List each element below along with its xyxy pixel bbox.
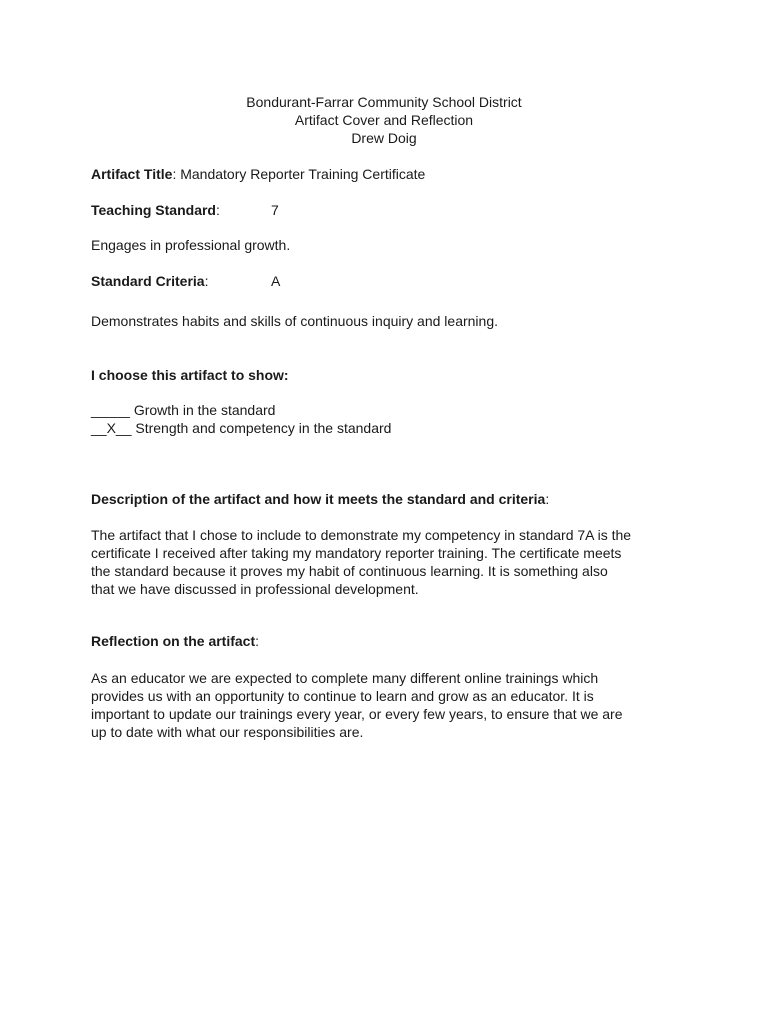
reflection-line: provides us with an opportunity to continue to learn and grow as an educator. It is xyxy=(91,688,594,704)
description-heading-colon: : xyxy=(545,491,550,507)
teaching-standard-colon: : xyxy=(215,202,220,218)
description-heading-line xyxy=(91,490,549,508)
standard-criteria-label: Standard Criteria xyxy=(91,273,205,289)
district-name: Bondurant-Farrar Community School District xyxy=(246,94,522,110)
description-line: the standard because it proves my habit of continuous learning. It is something also xyxy=(91,563,608,579)
description-line: The artifact that I chose to include to demonstrate my competency in standard 7A is the xyxy=(91,527,632,543)
document-header xyxy=(0,93,768,147)
option-strength: __X__ Strength and competency in the standard xyxy=(91,420,392,436)
artifact-title-line xyxy=(91,165,425,183)
description-heading: Description of the artifact and how it meets the standard and criteria xyxy=(91,491,546,507)
reflection-line: As an educator we are expected to complete many different online trainings which xyxy=(91,670,599,686)
reflection-paragraph xyxy=(91,669,681,741)
standard-criteria-line xyxy=(91,272,208,290)
standard-criteria-value: A xyxy=(271,273,281,289)
choice-heading: I choose this artifact to show: xyxy=(91,367,289,383)
description-line: that we have discussed in professional development. xyxy=(91,581,419,597)
description-line: certificate I received after taking my mandatory reporter training. The certificate meets xyxy=(91,545,622,561)
document-type: Artifact Cover and Reflection xyxy=(294,112,474,128)
reflection-line: up to date with what our responsibilities are. xyxy=(91,724,364,740)
teaching-standard-label: Teaching Standard xyxy=(91,202,216,218)
reflection-heading-line xyxy=(91,632,259,650)
artifact-title-value: : Mandatory Reporter Training Certificate xyxy=(172,166,426,182)
reflection-heading: Reflection on the artifact xyxy=(91,633,256,649)
reflection-heading-colon: : xyxy=(255,633,260,649)
reflection-line: important to update our trainings every year, or every few years, to ensure that we are xyxy=(91,706,623,722)
teaching-standard-line xyxy=(91,201,220,219)
standard-criteria-colon: : xyxy=(204,273,209,289)
artifact-title-label: Artifact Title xyxy=(91,166,173,182)
teaching-standard-value: 7 xyxy=(271,202,279,218)
description-paragraph xyxy=(91,526,681,598)
teaching-standard-description: Engages in professional growth. xyxy=(91,237,291,253)
standard-criteria-description: Demonstrates habits and skills of continuous inquiry and learning. xyxy=(91,313,499,329)
author-name: Drew Doig xyxy=(351,130,417,146)
option-growth: _____ Growth in the standard xyxy=(91,402,276,418)
